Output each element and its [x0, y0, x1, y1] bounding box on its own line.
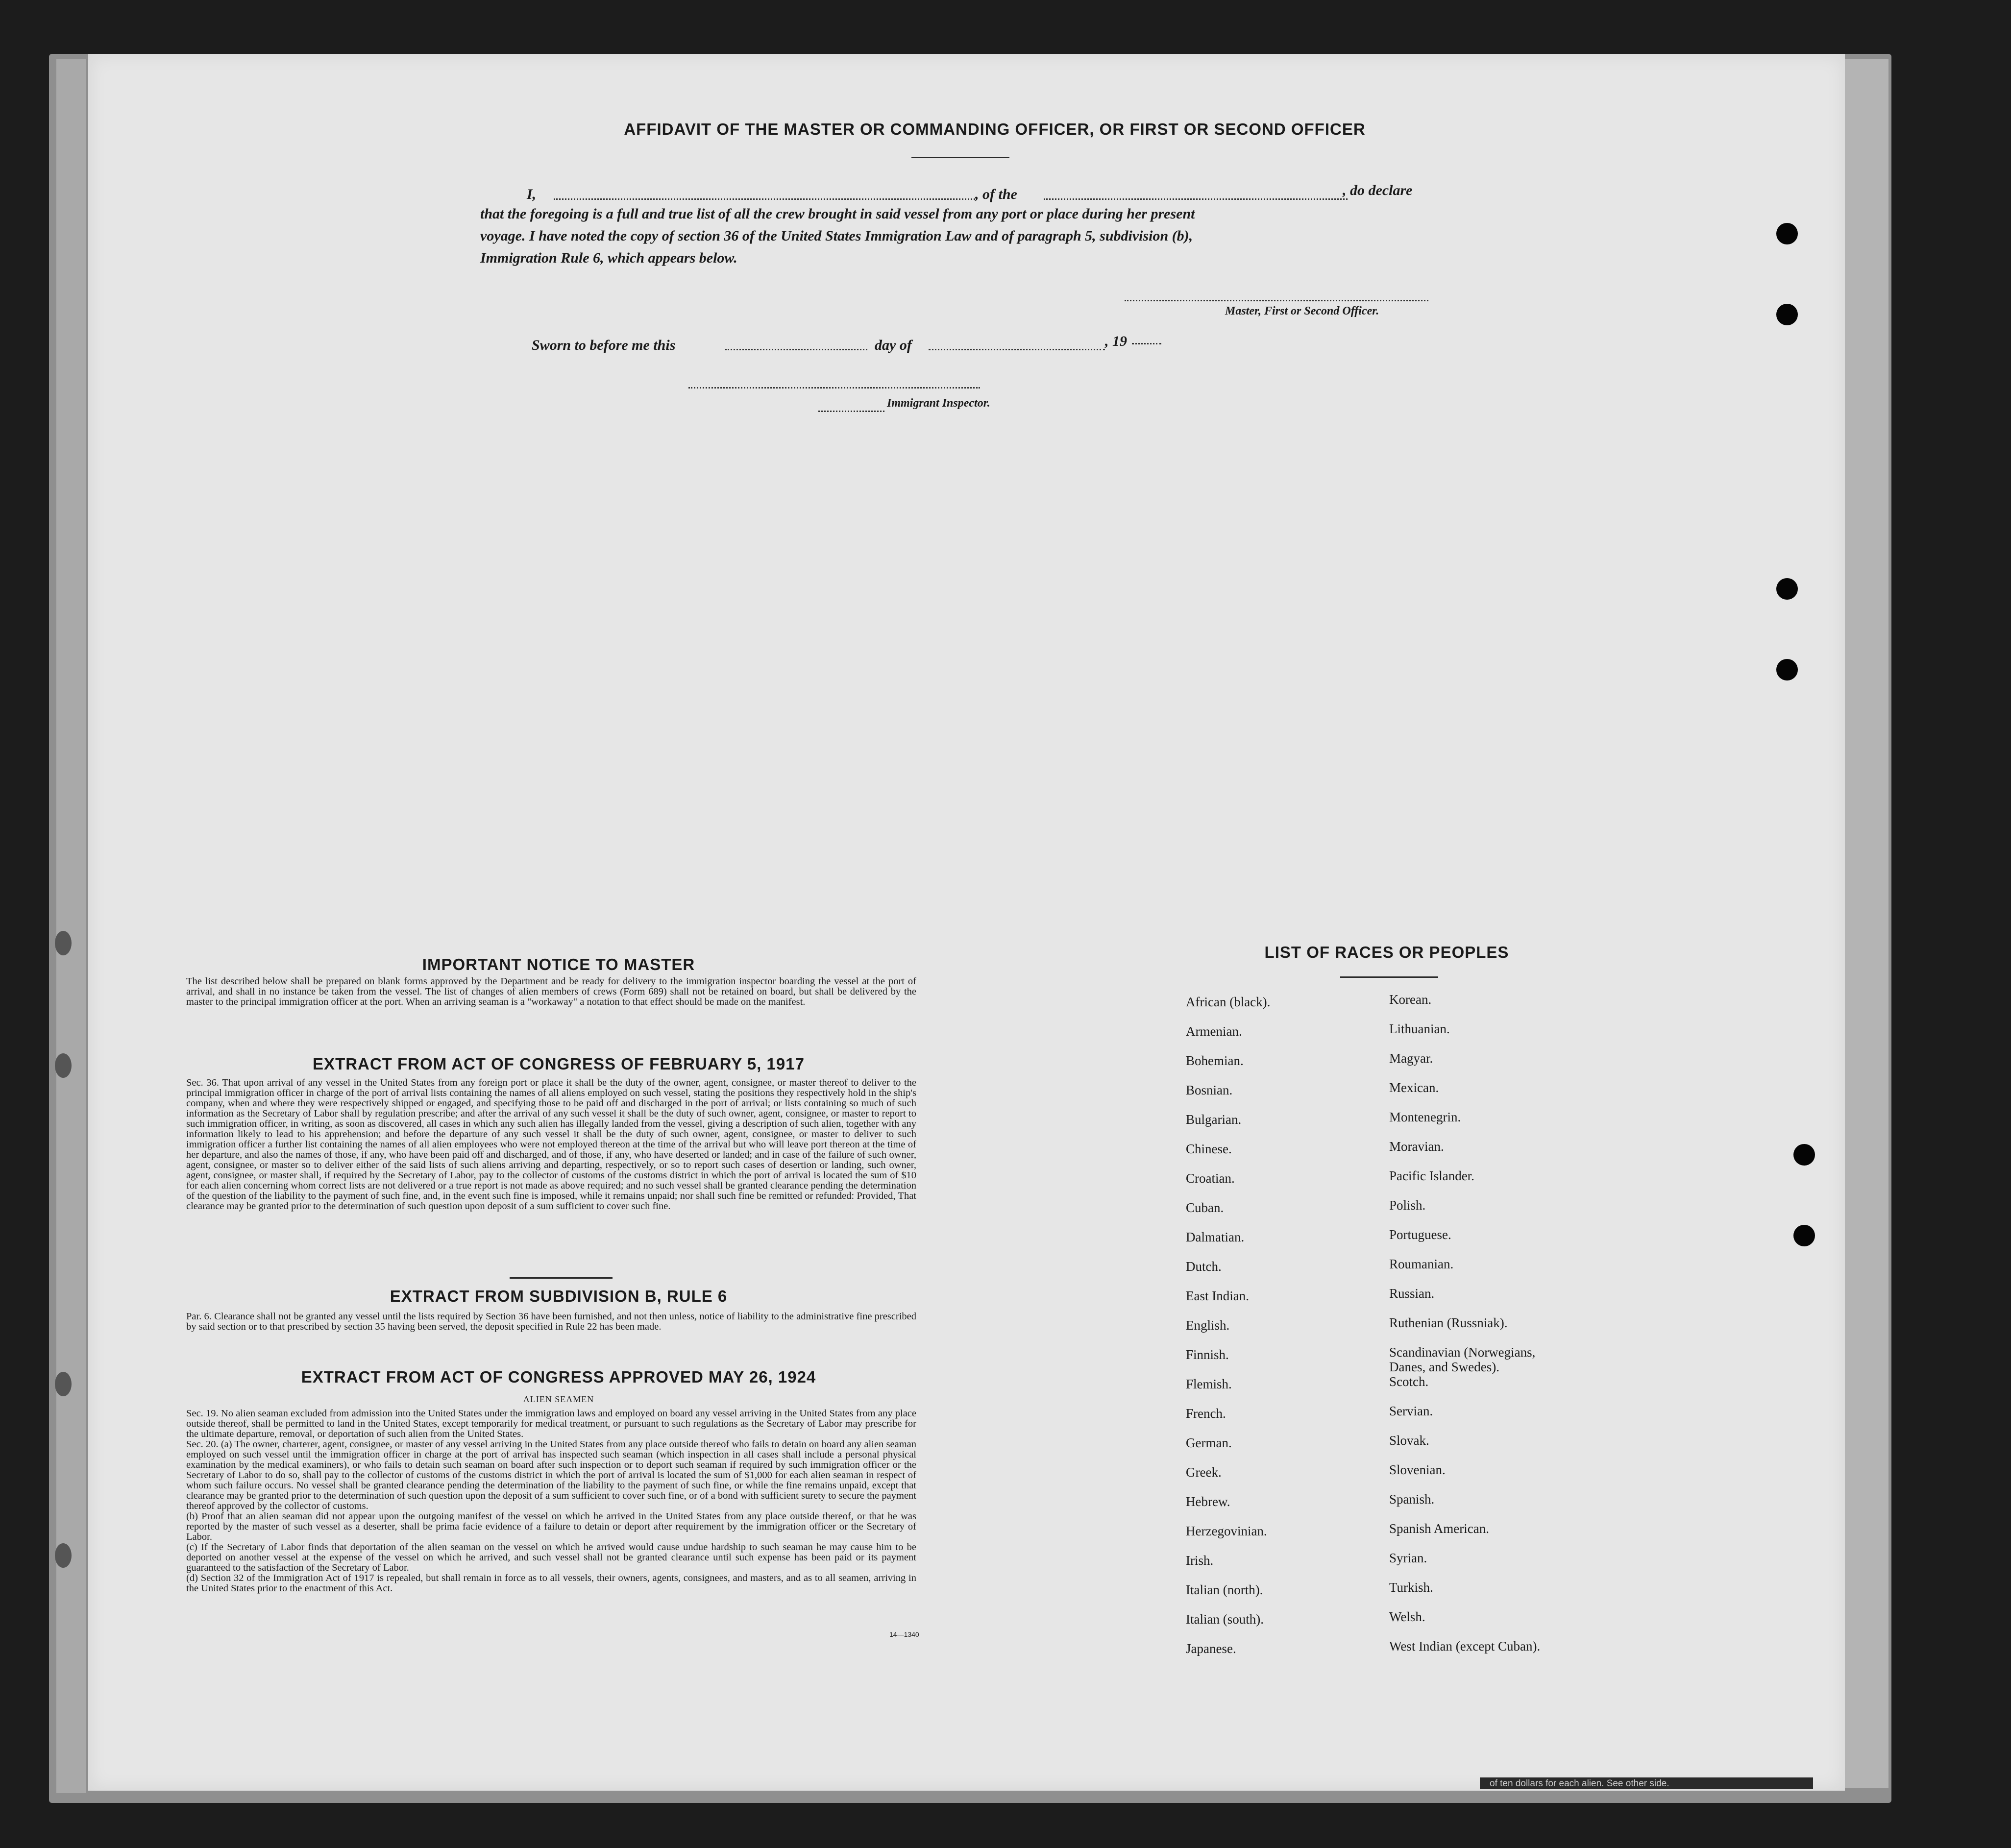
punch-hole — [1793, 1225, 1815, 1246]
extract-1924-subtitle: ALIEN SEAMEN — [523, 1394, 594, 1404]
sec20b-text: (b) Proof that an alien seaman did not appear upon the outgoing manifest of the vessel on which he arrived in the United States from any place outside thereof, or that he was reported by the master of such vessel as a deserter, shall be prima facie evidence of a failure to detain or deport after requirement by the immigration officer or the Secretary of Labor. — [186, 1511, 916, 1542]
race-item: Magyar. — [1389, 1051, 1433, 1066]
affidavit-declare-label: , do declare — [1343, 182, 1413, 198]
year-label: , 19 — [1105, 333, 1127, 349]
race-item: Spanish. — [1389, 1492, 1435, 1507]
punch-hole — [1793, 1144, 1815, 1166]
punch-hole — [1776, 659, 1798, 681]
form-number: 14—1340 — [889, 1630, 919, 1638]
race-item: East Indian. — [1186, 1289, 1249, 1303]
race-item: Irish. — [1186, 1553, 1214, 1568]
sec19-text: Sec. 19. No alien seaman excluded from admission into the United States under the immigration laws and employed on board any vessel arriving in the United States from any place outside thereof, shall be permitted to land in the United States, except temporarily for medical treatment, or pursuant to such regulations as the Secretary of Labor may prescribe for the ultimate departure, removal, or deportation of such alien from the United States. — [186, 1408, 916, 1439]
binder-ring — [55, 931, 72, 955]
extract-rule6-text: Par. 6. Clearance shall not be granted any vessel until the lists required by Section 36 have been furnished, and not then unless, notice of liability to the administrative fine prescribed by said section or to that prescribed by section 35 having been served, the deposit specified in Rule 22 has been made. — [186, 1311, 916, 1332]
race-item: Pacific Islander. — [1389, 1168, 1474, 1183]
race-item: English. — [1186, 1318, 1230, 1333]
race-item: Ruthenian (Russniak). — [1389, 1315, 1508, 1330]
affidavit-body-line3: Immigration Rule 6, which appears below. — [480, 250, 737, 266]
inspector-blank — [688, 387, 980, 389]
race-item: Lithuanian. — [1389, 1021, 1450, 1036]
sec20c-text: (c) If the Secretary of Labor finds that deportation of the alien seaman on the vessel on which he arrived would cause undue hardship to such seaman he may cause him to be deported on another vessel at the expense of the vessel on which he arrived, and such vessel shall not be granted clearance until such expense has been paid or its payment guaranteed to the satisfaction of the Secretary of Labor. — [186, 1542, 916, 1573]
binder-ring — [55, 1372, 72, 1396]
races-right-column — [1389, 992, 1540, 1668]
race-item: Hebrew. — [1186, 1494, 1230, 1509]
day-of-label: day of — [875, 337, 912, 353]
year-blank — [1132, 343, 1161, 344]
footer-note: of ten dollars for each alien. See other side. — [1490, 1778, 1669, 1789]
extract-1924-body — [186, 1409, 916, 1594]
affidavit-i-label: I, — [527, 186, 537, 202]
notice-text: The list described below shall be prepared on blank forms approved by the Department and be ready for delivery to the immigration inspector boarding the vessel at the port of arrival, and shall in no instance be taken from the vessel. The list of changes of alien members of crews (Form 689) shall not be retained on board, but shall be delivered by the master to the principal immigration officer at the port. When an arriving seaman is a "workaway" a notation to that effect should be made on the manifest. — [186, 976, 916, 1007]
inspector-label: Immigrant Inspector. — [887, 397, 990, 410]
binder-ring — [55, 1053, 72, 1078]
race-item: Scotch. — [1389, 1374, 1429, 1389]
race-item: Slovak. — [1389, 1433, 1429, 1448]
extract-1917-text: Sec. 36. That upon arrival of any vessel in the United States from any foreign port or place it shall be the duty of the owner, agent, consignee, or master thereof to deliver to the principal immigration officer in charge of the port of arrival lists containing the names of all aliens employed on such vessel, stating the positions they respectively hold in the ship's company, when and where they were respectively shipped or engaged, and specifying those to be paid off and discharged in the port of arrival; or lists containing so much of such information as the Secretary of Labor shall by regulation prescribe; and after the arrival of any such vessel it shall be the duty of such owner, agent, consignee, or master to report to such immigration officer, in writing, as soon as discovered, all cases in which any such alien has illegally landed from the vessel, giving a description of such alien, together with any information likely to lead to his apprehension; and before the departure of any such vessel it shall be the duty of such owner, agent, consignee, or master to deliver to such immigration officer a further list containing the names of all alien employees who were not employed thereon at the time of the arrival but who will leave port thereon at the time of her departure, and also the names of those, if any, who have been paid off and discharged, and of those, if any, who have deserted or landed; and in case of the failure of such owner, agent, consignee, or master so to deliver either of the said lists of such aliens arriving and departing, respectively, or so to report such cases of desertion or landing, such owner, agent, consignee, or master shall, if required by the Secretary of Labor, pay to the collector of customs of the customs district in which the port of arrival is located the sum of $10 for each alien concerning whom correct lists are not delivered or a true report is not made as above required; and no such vessel shall be granted clearance pending the determination of the question of the liability to the payment of such fine, and, in the event such fine is imposed, while it remains unpaid; nor shall such fine be remitted or refunded: Provided, That clearance may be granted prior to the determination of such question upon deposit of a sum sufficient to cover such fine. — [186, 1077, 916, 1212]
race-item: Welsh. — [1389, 1609, 1425, 1624]
race-item: Bohemian. — [1186, 1053, 1244, 1068]
race-item: Bulgarian. — [1186, 1112, 1242, 1127]
race-item: Italian (south). — [1186, 1612, 1264, 1627]
races-left-column — [1186, 995, 1270, 1671]
sworn-day-blank — [725, 349, 867, 350]
race-item: Spanish American. — [1389, 1521, 1489, 1536]
race-item: French. — [1186, 1406, 1226, 1421]
extract-1917-title: EXTRACT FROM ACT OF CONGRESS OF FEBRUARY 5, 1917 — [313, 1055, 805, 1073]
binder-spine — [56, 59, 86, 1793]
race-item: Armenian. — [1186, 1024, 1242, 1039]
race-item: Italian (north). — [1186, 1582, 1263, 1597]
race-item: Moravian. — [1389, 1139, 1444, 1154]
punch-hole — [1776, 578, 1798, 600]
race-item: Bosnian. — [1186, 1083, 1233, 1097]
race-item: Montenegrin. — [1389, 1110, 1461, 1124]
extract-rule6-title: EXTRACT FROM SUBDIVISION B, RULE 6 — [390, 1287, 728, 1305]
race-item: Polish. — [1389, 1198, 1426, 1213]
race-item: Flemish. — [1186, 1377, 1232, 1391]
sworn-label: Sworn to before me this — [532, 337, 676, 353]
race-item: Dutch. — [1186, 1259, 1222, 1274]
title-underline — [911, 157, 1009, 158]
races-title-underline — [1340, 976, 1438, 978]
name-blank — [554, 198, 975, 200]
race-item: Syrian. — [1389, 1551, 1427, 1565]
race-item: German. — [1186, 1435, 1232, 1450]
race-item: Portuguese. — [1389, 1227, 1451, 1242]
race-item: Turkish. — [1389, 1580, 1433, 1595]
race-item: Roumanian. — [1389, 1257, 1454, 1271]
races-title: LIST OF RACES OR PEOPLES — [1264, 943, 1509, 961]
race-item: Herzegovinian. — [1186, 1524, 1267, 1538]
binder-ring — [55, 1543, 72, 1568]
race-item: Russian. — [1389, 1286, 1435, 1301]
affidavit-body-line1: that the foregoing is a full and true list of all the crew brought in said vessel from any port or place during her present — [480, 206, 1195, 222]
affidavit-body-line2: voyage. I have noted the copy of section 36 of the United States Immigration Law and of paragraph 5, subdivision (b), — [480, 228, 1193, 244]
race-item: Greek. — [1186, 1465, 1222, 1480]
race-item: Croatian. — [1186, 1171, 1235, 1186]
race-item: Korean. — [1389, 992, 1432, 1007]
race-item: African (black). — [1186, 995, 1271, 1009]
section-divider — [510, 1277, 613, 1279]
notice-title: IMPORTANT NOTICE TO MASTER — [422, 955, 695, 973]
race-item: Servian. — [1389, 1404, 1433, 1418]
race-item: Slovenian. — [1389, 1462, 1446, 1477]
signature-blank — [1125, 300, 1428, 301]
extract-1924-title: EXTRACT FROM ACT OF CONGRESS APPROVED MAY 26, 1924 — [301, 1368, 816, 1386]
sec20a-text: Sec. 20. (a) The owner, charterer, agent, consignee, or master of any vessel arriving in the United States from any place outside thereof who fails to detain on board any alien seaman employed on such vessel until the immigration officer in charge at the port of arrival has inspected such seaman (which inspection in all cases shall include a personal physical examination by the medical examiners), or who fails to detain such seaman on board after such inspection or to deport such seaman if required by such immigration officer or the Secretary of Labor to do so, shall pay to the collector of customs of the customs district in which the port of arrival is located the sum of $1,000 for each alien seaman in respect of whom such failure occurs. No vessel shall be granted clearance pending the determination of the liability to the payment of such fine, or while the fine remains unpaid, except that clearance may be granted prior to the determination of such question upon the deposit of a sum sufficient to cover such fine, or of a bond with sufficient surety to secure the payment thereof approved by the collector of customs. — [186, 1439, 916, 1511]
punch-hole — [1776, 304, 1798, 325]
affidavit-title: AFFIDAVIT OF THE MASTER OR COMMANDING OFFICER, OR FIRST OR SECOND OFFICER — [624, 120, 1366, 138]
affidavit-of-the-label: , of the — [975, 186, 1017, 202]
race-item: Chinese. — [1186, 1142, 1232, 1156]
race-item: Finnish. — [1186, 1347, 1229, 1362]
punch-hole — [1776, 223, 1798, 244]
inspector-blank-short — [818, 411, 884, 412]
sworn-month-blank — [929, 349, 1105, 350]
race-item: Dalmatian. — [1186, 1230, 1245, 1244]
race-item: Cuban. — [1186, 1200, 1224, 1215]
sec20d-text: (d) Section 32 of the Immigration Act of 1917 is repealed, but shall remain in force as to all vessels, their owners, agents, consignees, and masters, and as to all seamen, arriving in the United States prior to the enactment of this Act. — [186, 1573, 916, 1594]
race-item: Scandinavian (Norwegians, Danes, and Swedes). — [1389, 1345, 1536, 1374]
vessel-blank — [1044, 198, 1348, 200]
signature-label: Master, First or Second Officer. — [1225, 305, 1379, 317]
race-item: West Indian (except Cuban). — [1389, 1639, 1541, 1653]
race-item: Japanese. — [1186, 1641, 1236, 1656]
race-item: Mexican. — [1389, 1080, 1439, 1095]
